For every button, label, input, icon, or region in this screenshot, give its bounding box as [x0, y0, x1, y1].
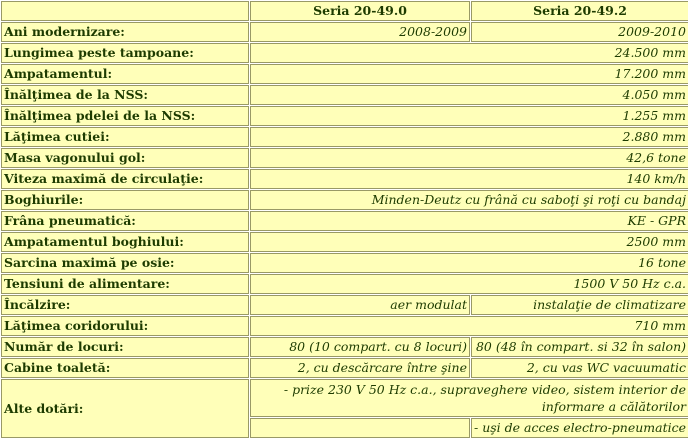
row-value: 24.500 mm	[250, 43, 688, 63]
table-row	[1, 295, 688, 315]
row-label: Sarcina maximă pe osie:	[1, 253, 249, 273]
row-value: - prize 230 V 50 Hz c.a., supraveghere video, sistem interior de informare a călătorilor	[250, 379, 688, 417]
row-value: 710 mm	[250, 316, 688, 336]
header-series-1: Seria 20-49.0	[250, 1, 470, 21]
table-row	[1, 337, 688, 357]
row-value: 1500 V 50 Hz c.a.	[250, 274, 688, 294]
table-row	[1, 190, 688, 210]
row-label: Masa vagonului gol:	[1, 148, 249, 168]
row-empty-cell	[250, 418, 470, 438]
row-value: 140 km/h	[250, 169, 688, 189]
row-value: 42,6 tone	[250, 148, 688, 168]
row-value-series-2: instalaţie de climatizare	[471, 295, 688, 315]
table-row	[1, 358, 688, 378]
row-label: Încălzire:	[1, 295, 249, 315]
table-row	[1, 85, 688, 105]
row-value-series-1: 2008-2009	[250, 22, 470, 42]
table-row	[1, 43, 688, 63]
table-row	[1, 232, 688, 252]
header-empty-cell	[1, 1, 249, 21]
row-label: Lăţimea coridorului:	[1, 316, 249, 336]
table-row	[1, 253, 688, 273]
row-value: 17.200 mm	[250, 64, 688, 84]
row-value-series-2: - uşi de acces electro-pneumatice	[471, 418, 688, 438]
table-row	[1, 106, 688, 126]
row-label: Înălţimea pdelei de la NSS:	[1, 106, 249, 126]
row-value-series-1: 80 (10 compart. cu 8 locuri)	[250, 337, 470, 357]
row-value-series-1: aer modulat	[250, 295, 470, 315]
row-value-series-2: 2, cu vas WC vacuumatic	[471, 358, 688, 378]
row-label: Lăţimea cutiei:	[1, 127, 249, 147]
table-row	[1, 148, 688, 168]
row-label: Cabine toaletă:	[1, 358, 249, 378]
row-value-series-1: 2, cu descărcare între şine	[250, 358, 470, 378]
row-value: 1.255 mm	[250, 106, 688, 126]
table-row	[1, 169, 688, 189]
row-label: Viteza maximă de circulaţie:	[1, 169, 249, 189]
table-row	[1, 379, 688, 417]
row-value: 16 tone	[250, 253, 688, 273]
row-value-series-2: 80 (48 în compart. si 32 în salon)	[471, 337, 688, 357]
row-label: Ani modernizare:	[1, 22, 249, 42]
row-label: Înălţimea de la NSS:	[1, 85, 249, 105]
table-row	[1, 22, 688, 42]
table-row	[1, 64, 688, 84]
header-row	[1, 1, 688, 21]
row-value: KE - GPR	[250, 211, 688, 231]
row-value: Minden-Deutz cu frână cu saboţi şi roţi cu bandaj	[250, 190, 688, 210]
table-row	[1, 211, 688, 231]
row-value: 2.880 mm	[250, 127, 688, 147]
row-label: Alte dotări:	[1, 379, 249, 438]
row-label: Ampatamentul boghiului:	[1, 232, 249, 252]
table-row	[1, 127, 688, 147]
row-label: Lungimea peste tampoane:	[1, 43, 249, 63]
row-label: Tensiuni de alimentare:	[1, 274, 249, 294]
row-value: 4.050 mm	[250, 85, 688, 105]
row-label: Număr de locuri:	[1, 337, 249, 357]
header-series-2: Seria 20-49.2	[471, 1, 688, 21]
row-value-series-2: 2009-2010	[471, 22, 688, 42]
row-label: Ampatamentul:	[1, 64, 249, 84]
table-row	[1, 316, 688, 336]
row-label: Frâna pneumatică:	[1, 211, 249, 231]
row-label: Boghiurile:	[1, 190, 249, 210]
row-value: 2500 mm	[250, 232, 688, 252]
table-row	[1, 274, 688, 294]
